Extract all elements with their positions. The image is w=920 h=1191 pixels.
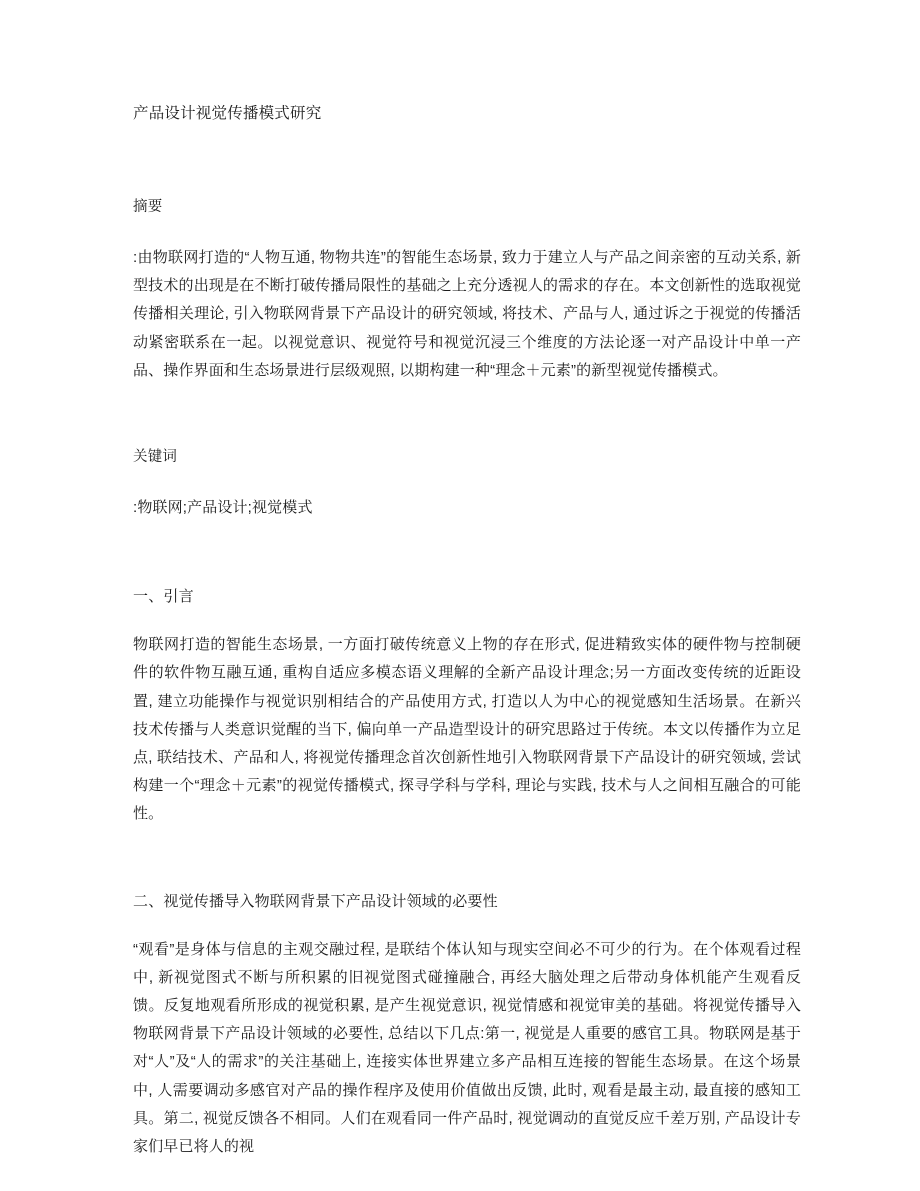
page-title: 产品设计视觉传播模式研究 [133, 105, 322, 122]
section-body-introduction: 物联网打造的智能生态场景, 一方面打破传统意义上物的存在形式, 促进精致实体的硬件物与控制硬件的软件物互融互通, 重构自适应多模态语义理解的全新产品设计理念;另一方面改变传统的近距设置, 建立功能操作与视觉识别相结合的产品使用方式, 打造以人为中心的视觉感知生活场景。在新兴技术传播与人类意识觉醒的当下, 偏向单一产品造型设计的研究思路过于传统。本文以传播作为立足点, 联结技术、产品和人, 将视觉传播理念首次创新性地引入物联网背景下产品设计的研究领域, 尝试构建一个“理念＋元素”的视觉传播模式, 探寻学科与学科, 理论与实践, 技术与人之间相互融合的可能性。 [133, 636, 801, 823]
keywords-body: :物联网;产品设计;视觉模式 [133, 499, 313, 517]
section-heading-necessity: 二、视觉传播导入物联网背景下产品设计领域的必要性 [133, 892, 498, 910]
abstract-body: :由物联网打造的“人物互通, 物物共连”的智能生态场景, 致力于建立人与产品之间亲密的互动关系, 新型技术的出现是在不断打破传播局限性的基础之上充分透视人的需求的存在。本文创新性的选取视觉传播相关理论, 引入物联网背景下产品设计的研究领域, 将技术、产品与人, 通过诉之于视觉的传播活动紧密联系在一起。以视觉意识、视觉符号和视觉沉浸三个维度的方法论逐一对产品设计中单一产品、操作界面和生态场景进行层级观照, 以期构建一种“理念＋元素”的新型视觉传播模式。 [133, 249, 801, 379]
abstract-label: 摘要 [133, 199, 163, 215]
section-body-necessity: “观看”是身体与信息的主观交融过程, 是联结个体认知与现实空间必不可少的行为。在个体观看过程中, 新视觉图式不断与所积累的旧视觉图式碰撞融合, 再经大脑处理之后带动身体机能产生观看反馈。反复地观看所形成的视觉积累, 是产生视觉意识, 视觉情感和视觉审美的基础。将视觉传播导入物联网背景下产品设计领域的必要性, 总结以下几点:第一, 视觉是人重要的感官工具。物联网是基于对“人”及“人的需求”的关注基础上, 连接实体世界建立多产品相互连接的智能生态场景。在这个场景中, 人需要调动多感官对产品的操作程序及使用价值做出反馈, 此时, 观看是最主动, 最直接的感知工具。第二, 视觉反馈各不相同。人们在观看同一件产品时, 视觉调动的直觉反应千差万别, 产品设计专家们早已将人的视 [133, 940, 801, 1156]
section-heading-introduction: 一、引言 [133, 588, 194, 606]
keywords-label: 关键词 [133, 449, 178, 466]
document-content [133, 0, 801, 1161]
